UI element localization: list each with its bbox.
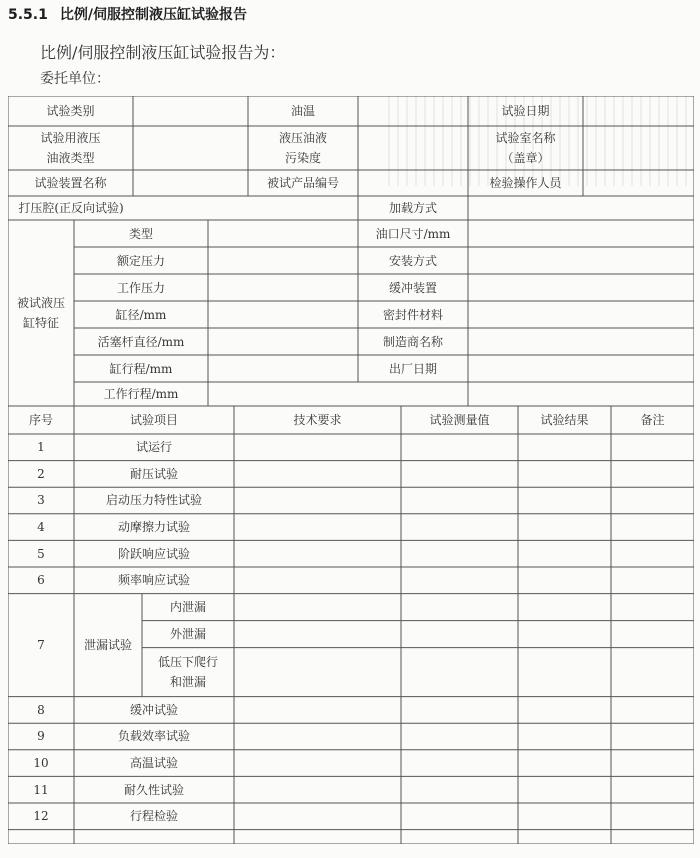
cylinder-left-item: 工作压力 bbox=[116, 280, 165, 295]
test-category-value[interactable] bbox=[133, 96, 248, 126]
oil-temperature-value[interactable] bbox=[358, 96, 468, 126]
test-oil-type-label: 试验用液压 油液类型 bbox=[40, 131, 101, 165]
result-cell[interactable] bbox=[518, 776, 611, 803]
result-cell[interactable] bbox=[234, 648, 401, 697]
result-cell[interactable] bbox=[518, 594, 611, 621]
cylinder-left-value[interactable] bbox=[208, 274, 358, 301]
result-cell[interactable] bbox=[401, 723, 518, 750]
row-number: 8 bbox=[37, 702, 45, 717]
result-cell[interactable] bbox=[611, 750, 694, 777]
test-item: 频率响应试验 bbox=[117, 573, 190, 588]
result-cell[interactable] bbox=[234, 776, 401, 803]
result-cell[interactable] bbox=[401, 594, 518, 621]
result-cell[interactable] bbox=[611, 723, 694, 750]
row-number: 2 bbox=[37, 466, 45, 481]
test-item: 启动压力特性试验 bbox=[105, 493, 202, 508]
cylinder-right-item: 缓冲装置 bbox=[388, 280, 437, 295]
result-cell[interactable] bbox=[401, 648, 518, 697]
result-cell[interactable] bbox=[234, 594, 401, 621]
cylinder-right-item: 出厂日期 bbox=[388, 361, 437, 376]
result-cell[interactable] bbox=[234, 514, 401, 541]
test-item: 试运行 bbox=[135, 440, 172, 455]
result-cell[interactable] bbox=[518, 540, 611, 567]
test-item: 耐压试验 bbox=[129, 466, 178, 481]
result-cell[interactable] bbox=[611, 594, 694, 621]
test-category-label: 试验类别 bbox=[46, 104, 95, 118]
row-number: 7 bbox=[37, 638, 45, 653]
loading-method-label: 加载方式 bbox=[388, 201, 437, 215]
test-date-value[interactable] bbox=[583, 96, 694, 126]
result-cell[interactable] bbox=[518, 487, 611, 514]
pressure-chamber-label: 打压腔(正反向试验) bbox=[18, 201, 124, 215]
row-number: 9 bbox=[37, 729, 45, 744]
cylinder-right-value[interactable] bbox=[468, 220, 694, 247]
test-item: 缓冲试验 bbox=[129, 702, 178, 717]
result-cell[interactable] bbox=[518, 648, 611, 697]
result-cell[interactable] bbox=[611, 567, 694, 594]
result-cell[interactable] bbox=[401, 776, 518, 803]
cylinder-left-value[interactable] bbox=[208, 382, 358, 406]
result-cell[interactable] bbox=[611, 803, 694, 830]
result-cell[interactable] bbox=[401, 621, 518, 648]
result-cell[interactable] bbox=[611, 621, 694, 648]
client-label: 委托单位： bbox=[40, 71, 110, 87]
cylinder-left-value[interactable] bbox=[208, 355, 358, 382]
result-cell[interactable] bbox=[518, 697, 611, 724]
result-cell[interactable] bbox=[234, 487, 401, 514]
result-cell[interactable] bbox=[611, 514, 694, 541]
result-cell[interactable] bbox=[611, 540, 694, 567]
test-item: 高温试验 bbox=[129, 756, 178, 771]
result-cell[interactable] bbox=[234, 723, 401, 750]
cylinder-left-value[interactable] bbox=[208, 328, 358, 355]
result-cell[interactable] bbox=[518, 803, 611, 830]
cylinder-right-value[interactable] bbox=[468, 355, 694, 382]
product-number-label: 被试产品编号 bbox=[266, 176, 339, 190]
product-number-value[interactable] bbox=[358, 170, 468, 196]
test-item: 动摩擦力试验 bbox=[117, 520, 190, 535]
cylinder-right-value[interactable] bbox=[468, 274, 694, 301]
row-number: 11 bbox=[33, 782, 49, 797]
test-device-name-label: 试验装置名称 bbox=[34, 176, 107, 190]
header-no: 序号 bbox=[28, 413, 53, 427]
result-cell[interactable] bbox=[401, 514, 518, 541]
result-cell[interactable] bbox=[611, 461, 694, 488]
result-cell[interactable] bbox=[518, 461, 611, 488]
header-test-result: 试验结果 bbox=[540, 413, 589, 427]
leak-test-group: 泄漏试验 bbox=[83, 638, 132, 653]
result-cell[interactable] bbox=[611, 776, 694, 803]
result-cell[interactable] bbox=[611, 697, 694, 724]
result-cell[interactable] bbox=[518, 621, 611, 648]
test-device-name-value[interactable] bbox=[133, 170, 248, 196]
oil-contamination-label: 液压油液 污染度 bbox=[278, 131, 327, 165]
cylinder-right-item: 密封件材料 bbox=[382, 307, 443, 322]
row-number: 1 bbox=[37, 440, 45, 455]
result-cell[interactable] bbox=[518, 723, 611, 750]
leak-sub-item: 低压下爬行 和泄漏 bbox=[157, 655, 218, 690]
result-cell[interactable] bbox=[234, 540, 401, 567]
row-number: 6 bbox=[37, 573, 45, 588]
section-heading bbox=[8, 4, 247, 24]
row-number: 12 bbox=[33, 809, 49, 824]
cylinder-right-value[interactable] bbox=[468, 247, 694, 274]
test-item: 阶跃响应试验 bbox=[117, 546, 190, 561]
test-operator-label: 检验操作人员 bbox=[489, 176, 562, 190]
result-cell[interactable] bbox=[611, 434, 694, 461]
leak-sub-item: 外泄漏 bbox=[169, 627, 206, 642]
result-cell[interactable] bbox=[401, 750, 518, 777]
result-cell[interactable] bbox=[401, 803, 518, 830]
result-cell[interactable] bbox=[518, 750, 611, 777]
oil-temperature-label: 油温 bbox=[290, 104, 315, 118]
row-number: 4 bbox=[37, 520, 45, 535]
result-cell[interactable] bbox=[611, 648, 694, 697]
cylinder-right-item: 油口尺寸/mm bbox=[375, 226, 451, 241]
test-oil-type-value[interactable] bbox=[133, 126, 248, 170]
cylinder-right-item: 制造商名称 bbox=[382, 334, 443, 349]
cylinder-left-value[interactable] bbox=[208, 247, 358, 274]
section-title: 比例/伺服控制液压缸试验报告 bbox=[59, 7, 247, 23]
result-cell[interactable] bbox=[611, 487, 694, 514]
result-cell[interactable] bbox=[234, 567, 401, 594]
result-cell[interactable] bbox=[234, 434, 401, 461]
test-item: 耐久性试验 bbox=[123, 782, 184, 797]
result-cell[interactable] bbox=[518, 567, 611, 594]
result-cell[interactable] bbox=[401, 434, 518, 461]
result-cell[interactable] bbox=[518, 434, 611, 461]
intro-text: 比例/伺服控制液压缸试验报告为： bbox=[40, 43, 286, 62]
cylinder-left-value[interactable] bbox=[208, 220, 358, 247]
result-cell[interactable] bbox=[401, 461, 518, 488]
oil-contamination-value[interactable] bbox=[358, 126, 468, 170]
result-cell[interactable] bbox=[234, 461, 401, 488]
cylinder-right-item: 安装方式 bbox=[388, 253, 437, 268]
row-number: 3 bbox=[37, 493, 45, 508]
test-date-label: 试验日期 bbox=[501, 104, 550, 118]
test-item: 行程检验 bbox=[129, 809, 178, 824]
result-cell[interactable] bbox=[401, 540, 518, 567]
header-test-item: 试验项目 bbox=[129, 413, 178, 427]
header-tech-requirement: 技术要求 bbox=[293, 413, 342, 427]
cylinder-right-value[interactable] bbox=[468, 328, 694, 355]
loading-method-value[interactable] bbox=[468, 196, 694, 220]
result-cell[interactable] bbox=[234, 697, 401, 724]
result-cell[interactable] bbox=[401, 487, 518, 514]
result-cell[interactable] bbox=[518, 514, 611, 541]
cylinder-left-value[interactable] bbox=[208, 301, 358, 328]
leak-sub-item: 内泄漏 bbox=[169, 600, 206, 615]
result-cell[interactable] bbox=[234, 621, 401, 648]
row-number: 10 bbox=[33, 756, 49, 771]
section-number: 5.5.1 bbox=[8, 7, 48, 23]
header-measured-value: 试验测量值 bbox=[429, 413, 490, 427]
lab-name-label: 试验室名称 （盖章） bbox=[495, 131, 556, 165]
test-operator-value[interactable] bbox=[583, 170, 694, 196]
cylinder-left-item: 缸径/mm bbox=[115, 307, 167, 322]
header-remarks: 备注 bbox=[640, 413, 665, 427]
cylinder-left-item: 类型 bbox=[128, 226, 153, 241]
result-cell[interactable] bbox=[234, 803, 401, 830]
cylinder-right-value[interactable] bbox=[468, 301, 694, 328]
result-cell[interactable] bbox=[401, 697, 518, 724]
cylinder-left-item: 活塞杆直径/mm bbox=[97, 334, 185, 349]
cylinder-left-item: 额定压力 bbox=[116, 253, 165, 268]
pressure-chamber-value[interactable] bbox=[134, 196, 358, 220]
result-cell[interactable] bbox=[401, 567, 518, 594]
row-number: 5 bbox=[37, 546, 45, 561]
test-item: 负载效率试验 bbox=[117, 729, 190, 744]
cylinder-left-item: 缸行程/mm bbox=[109, 361, 173, 376]
result-cell[interactable] bbox=[234, 750, 401, 777]
report-table bbox=[8, 96, 694, 844]
cylinder-left-item: 工作行程/mm bbox=[103, 387, 179, 401]
cylinder-characteristics-label: 被试液压 缸特征 bbox=[16, 296, 65, 330]
lab-name-value[interactable] bbox=[583, 126, 694, 170]
